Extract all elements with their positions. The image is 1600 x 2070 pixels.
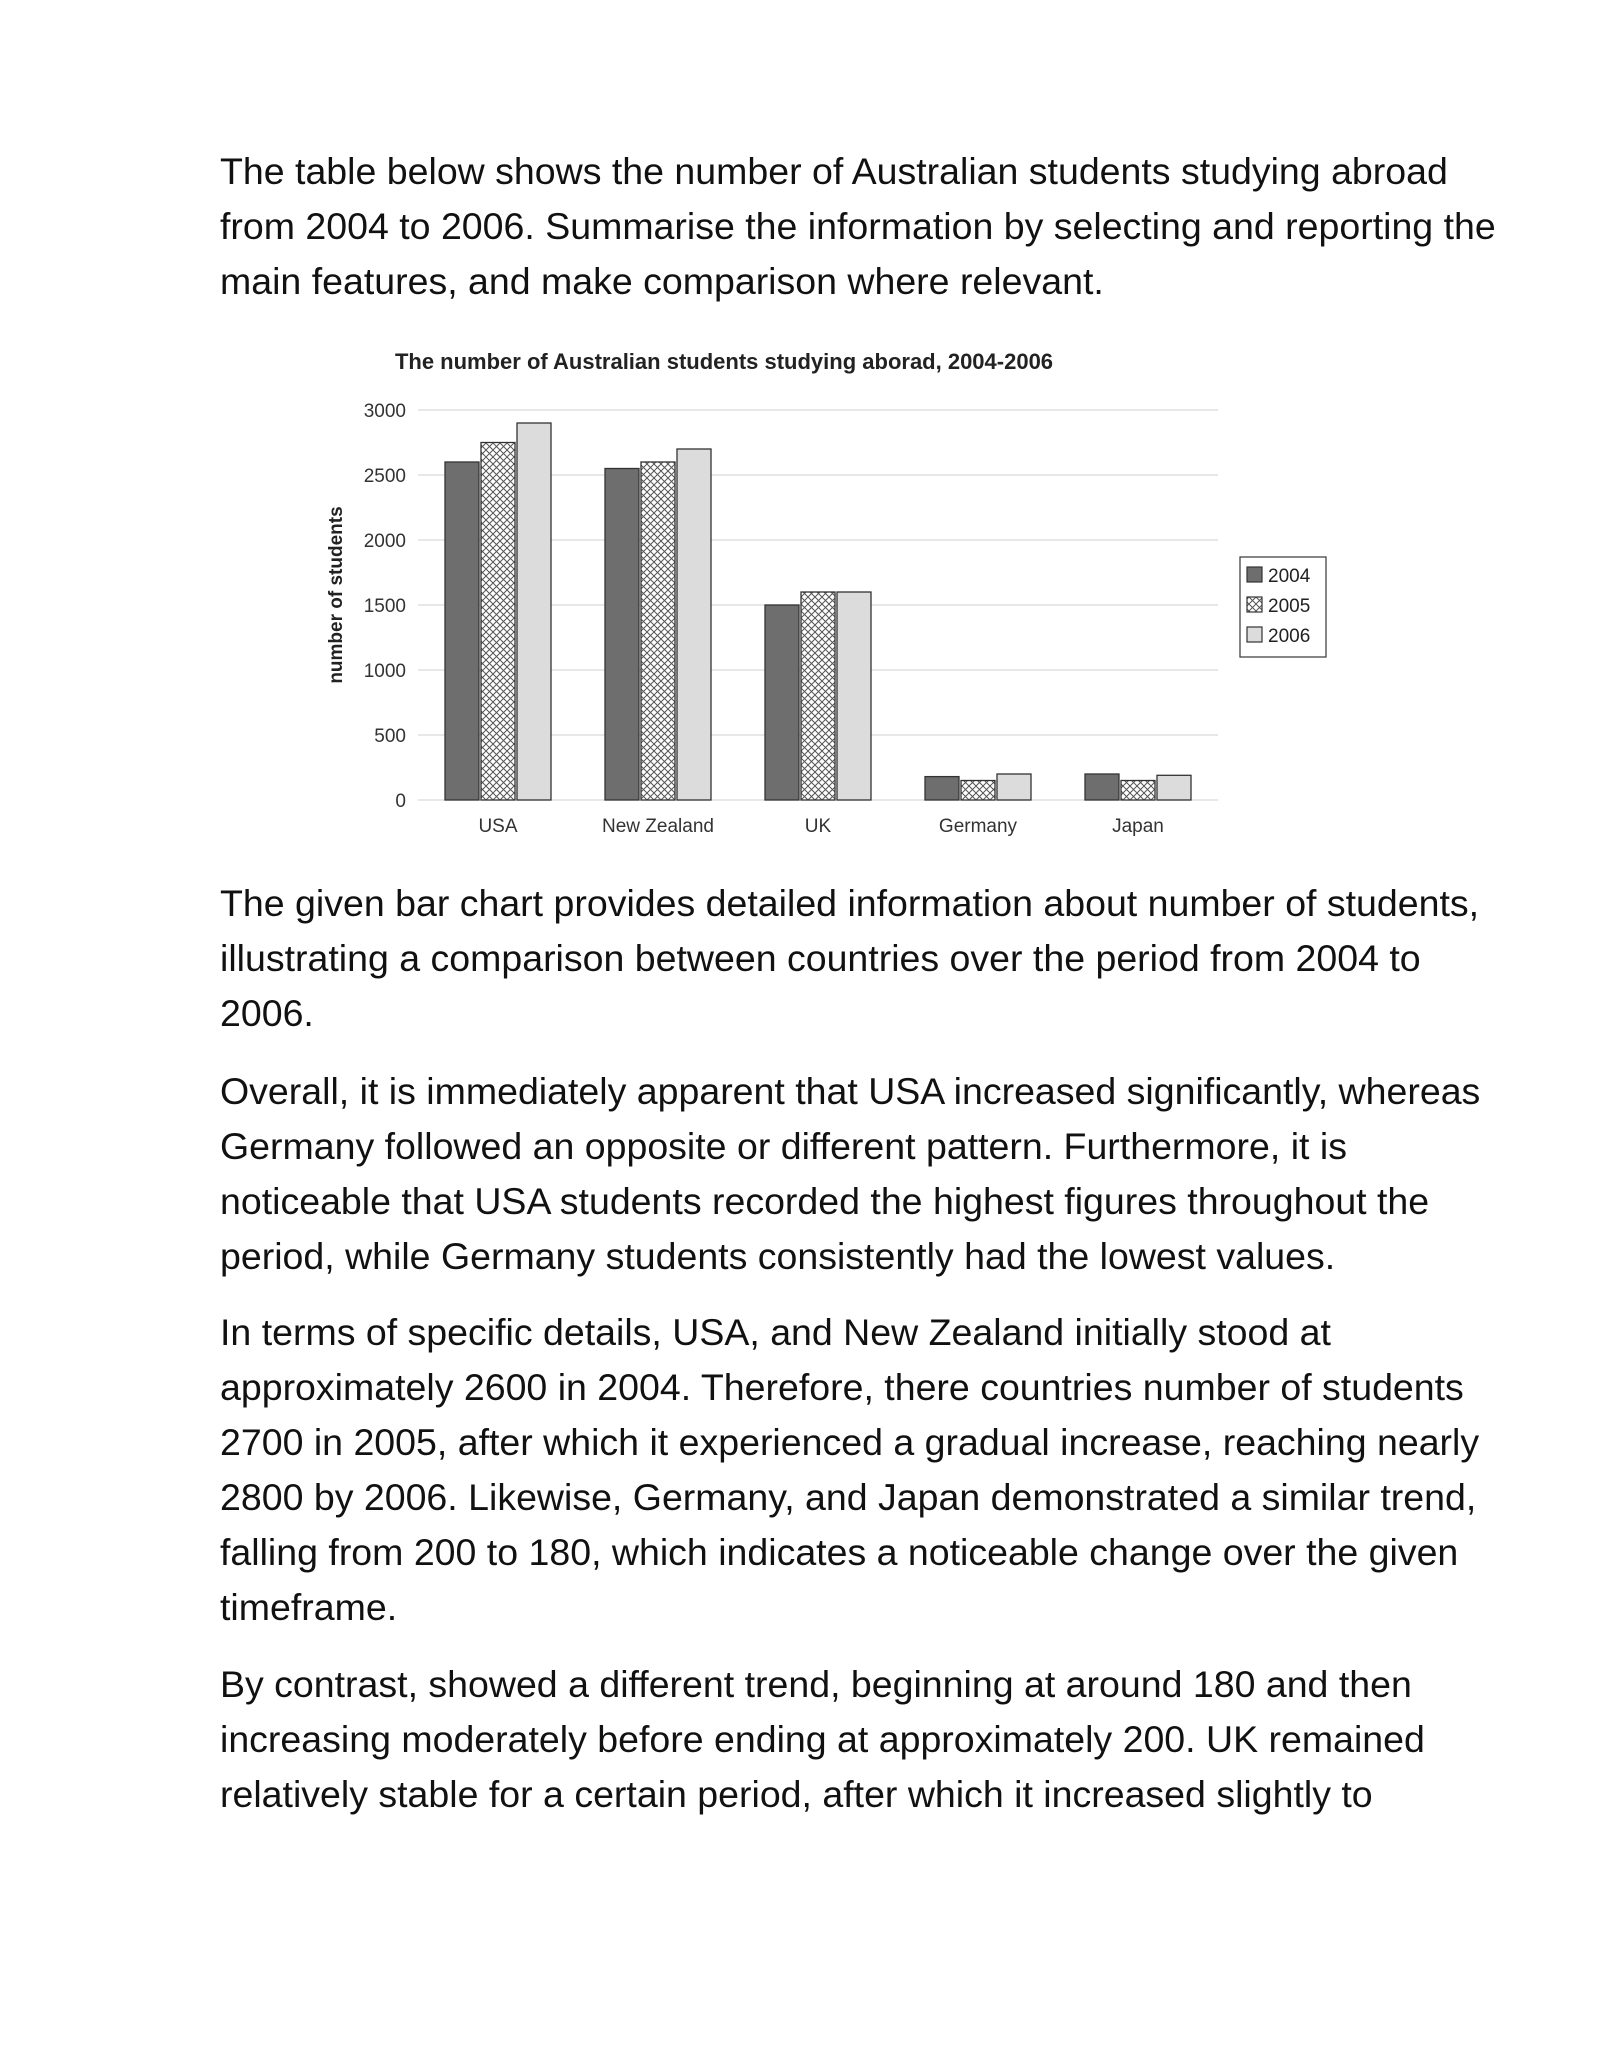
legend-swatch xyxy=(1247,627,1262,642)
legend-swatch xyxy=(1247,567,1262,582)
x-tick-label: Germany xyxy=(938,816,1018,837)
bar-new-zealand-2006 xyxy=(677,449,711,800)
bar-japan-2005 xyxy=(1121,781,1155,801)
bar-japan-2004 xyxy=(1085,774,1119,800)
x-tick-labels xyxy=(478,816,1163,837)
y-tick-label: 3000 xyxy=(363,401,406,422)
bar-usa-2006 xyxy=(517,423,551,800)
y-tick-label: 1000 xyxy=(363,661,406,682)
y-axis-label: number of students xyxy=(326,506,347,684)
y-tick-label: 2500 xyxy=(363,466,406,487)
x-tick-label: UK xyxy=(804,816,832,837)
y-tick-label: 2000 xyxy=(363,531,406,552)
bars xyxy=(445,423,1191,800)
x-tick-label: New Zealand xyxy=(602,816,714,837)
bar-chart xyxy=(318,345,1358,865)
bar-uk-2004 xyxy=(765,605,799,800)
y-tick-label: 1500 xyxy=(363,596,406,617)
y-tick-label: 500 xyxy=(374,726,406,747)
x-tick-label: USA xyxy=(478,816,518,837)
bar-germany-2004 xyxy=(925,777,959,800)
legend-label: 2005 xyxy=(1268,596,1311,617)
bar-uk-2005 xyxy=(801,592,835,800)
bar-japan-2006 xyxy=(1157,775,1191,800)
bar-new-zealand-2005 xyxy=(641,462,675,800)
paragraph-overall: Overall, it is immediately apparent that USA increased significantly, whereas Germany followed an opposite or different pattern. Furthermore, it is noticeable that USA students recorded the highest figures throughout the period, while Germany students consistently had the lowest values. xyxy=(220,1070,1481,1277)
bar-uk-2006 xyxy=(837,592,871,800)
x-tick-label: Japan xyxy=(1112,816,1164,837)
paragraph-overview: The given bar chart provides detailed information about number of students, illustrating a comparison between countries over the period from 2004 to 2006. xyxy=(220,882,1480,1034)
bar-germany-2006 xyxy=(997,774,1031,800)
bar-usa-2004 xyxy=(445,462,479,800)
bar-germany-2005 xyxy=(961,781,995,801)
bar-usa-2005 xyxy=(481,443,515,801)
legend-label: 2006 xyxy=(1268,626,1311,647)
y-tick-label: 0 xyxy=(395,791,406,812)
legend-label: 2004 xyxy=(1268,566,1311,587)
bar-new-zealand-2004 xyxy=(605,469,639,801)
legend-swatch xyxy=(1247,597,1262,612)
legend xyxy=(1240,557,1326,657)
y-tick-labels xyxy=(364,401,406,812)
task-prompt: The table below shows the number of Australian students studying abroad from 2004 to 2006. Summarise the information by selecting and reporting the main features, and make comparison where relevant. xyxy=(220,150,1496,302)
chart-title: The number of Australian students studying aborad, 2004-2006 xyxy=(394,349,1054,374)
paragraph-contrast: By contrast, showed a different trend, beginning at around 180 and then increasing moderately before ending at approximately 200. UK remained relatively stable for a certain period, after which it increased slightly to xyxy=(220,1663,1425,1815)
paragraph-details: In terms of specific details, USA, and New Zealand initially stood at approximately 2600 in 2004. Therefore, there countries number of students 2700 in 2005, after which it experienced a gradual increase, reaching nearly 2800 by 2006. Likewise, Germany, and Japan demonstrated a similar trend, falling from 200 to 180, which indicates a noticeable change over the given timeframe. xyxy=(220,1311,1480,1628)
